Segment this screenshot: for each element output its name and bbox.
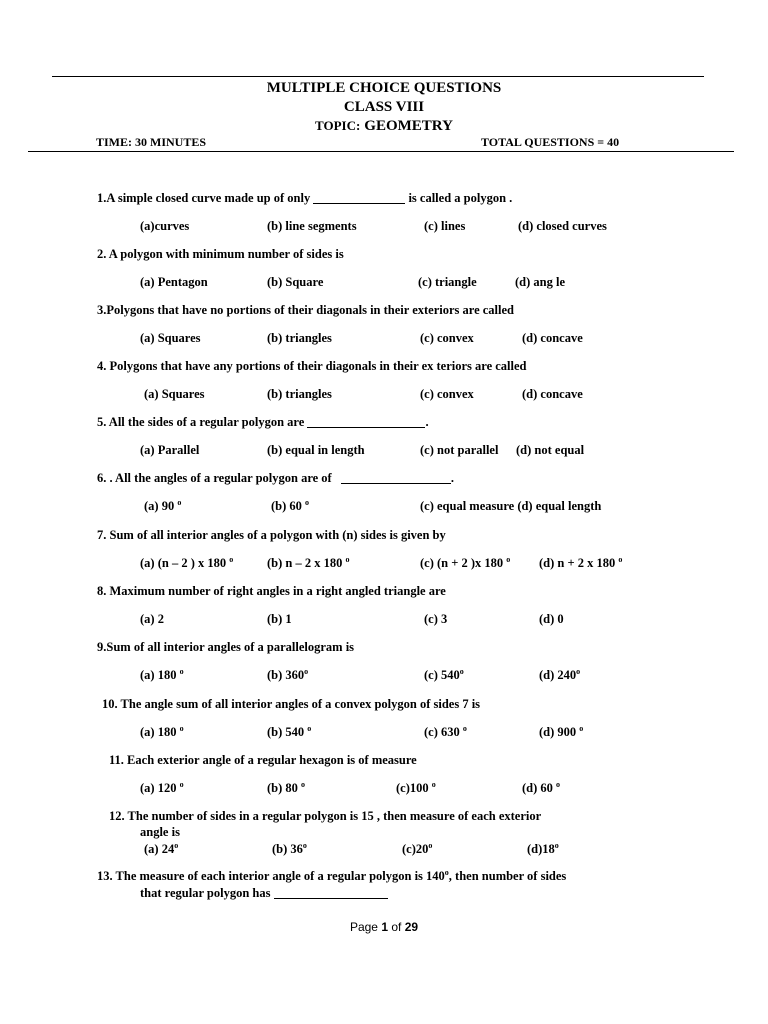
option-6b-text: (b) 60 bbox=[271, 499, 302, 513]
option-10d bbox=[539, 725, 583, 740]
option-1a: (a)curves bbox=[140, 219, 190, 233]
option-7a bbox=[140, 556, 233, 571]
page-word: Page bbox=[349, 920, 378, 934]
option-5b: (b) equal in length bbox=[267, 443, 365, 457]
answer-blank bbox=[274, 886, 388, 899]
question-10: 10. The angle sum of all interior angles of a convex polygon of sides 7 is bbox=[102, 697, 481, 711]
option-10b-text: (b) 540 bbox=[267, 725, 305, 739]
option-4a: (a) Squares bbox=[144, 387, 205, 401]
option-6a-text: (a) 90 bbox=[144, 499, 175, 513]
option-5c: (c) not parallel bbox=[420, 443, 499, 457]
option-10d-text: (d) 900 bbox=[539, 725, 577, 739]
question-4: 4. Polygons that have any portions of their diagonals in their ex teriors are called bbox=[97, 359, 527, 373]
option-3b: (b) triangles bbox=[267, 331, 332, 345]
option-2b: (b) Square bbox=[267, 275, 324, 289]
degree-sign: o bbox=[179, 724, 184, 733]
option-7d-text: (d) n + 2 x 180 bbox=[539, 556, 616, 570]
option-12d-text: (d)18 bbox=[527, 842, 555, 856]
degree-sign: o bbox=[345, 555, 350, 564]
question-7: 7. Sum of all interior angles of a polygon with (n) sides is given by bbox=[97, 528, 446, 542]
degree-sign: o bbox=[556, 780, 561, 789]
option-7b-text: (b) n – 2 x 180 bbox=[267, 556, 343, 570]
option-7c-text: (c) (n + 2 )x 180 bbox=[420, 556, 504, 570]
page-title: MULTIPLE CHOICE QUESTIONS bbox=[266, 80, 502, 96]
option-12a bbox=[144, 842, 178, 857]
option-2a: (a) Pentagon bbox=[140, 275, 208, 289]
question-8: 8. Maximum number of right angles in a right angled triangle are bbox=[97, 584, 446, 598]
option-8c: (c) 3 bbox=[424, 612, 448, 626]
option-3a: (a) Squares bbox=[140, 331, 201, 345]
degree-sign: o bbox=[444, 868, 449, 877]
option-12b-text: (b) 36 bbox=[272, 842, 303, 856]
degree-sign: o bbox=[304, 667, 309, 676]
question-11: 11. Each exterior angle of a regular hexagon is of measure bbox=[109, 753, 417, 767]
option-8b: (b) 1 bbox=[267, 612, 292, 626]
option-10b bbox=[267, 725, 311, 740]
topic-line bbox=[0, 117, 768, 135]
degree-sign: o bbox=[579, 724, 584, 733]
option-3c: (c) convex bbox=[420, 331, 474, 345]
question-13-text-continued: that regular polygon has bbox=[140, 886, 271, 900]
option-11c-text: (c)100 bbox=[396, 781, 429, 795]
option-9b-text: (b) 360 bbox=[267, 668, 305, 682]
option-8d: (d) 0 bbox=[539, 612, 564, 626]
option-6a bbox=[144, 499, 181, 514]
question-13 bbox=[97, 869, 566, 884]
option-1b: (b) line segments bbox=[267, 219, 357, 233]
question-2: 2. A polygon with minimum number of sides is bbox=[97, 247, 344, 261]
option-11a-text: (a) 120 bbox=[140, 781, 177, 795]
option-7b bbox=[267, 556, 349, 571]
option-4b: (b) triangles bbox=[267, 387, 332, 401]
question-9: 9.Sum of all interior angles of a parallelogram is bbox=[97, 640, 355, 654]
question-1-text: 1.A simple closed curve made up of only bbox=[97, 191, 311, 205]
option-9c bbox=[424, 668, 464, 683]
total-questions-label: TOTAL QUESTIONS = 40 bbox=[481, 135, 620, 149]
question-5-text: 5. All the sides of a regular polygon are bbox=[97, 415, 305, 429]
top-rule bbox=[52, 76, 704, 77]
degree-sign: o bbox=[229, 555, 234, 564]
option-12c bbox=[402, 842, 432, 857]
degree-sign: o bbox=[177, 498, 182, 507]
option-1c: (c) lines bbox=[424, 219, 466, 233]
degree-sign: o bbox=[305, 498, 310, 507]
degree-sign: o bbox=[459, 667, 464, 676]
degree-sign: o bbox=[179, 667, 184, 676]
total-pages: 29 bbox=[404, 920, 419, 934]
answer-blank bbox=[307, 415, 425, 428]
option-6b bbox=[271, 499, 309, 514]
option-7d bbox=[539, 556, 622, 571]
page-number: 1 bbox=[381, 920, 388, 934]
option-10a bbox=[140, 725, 184, 740]
option-9d bbox=[539, 668, 580, 683]
option-11d-text: (d) 60 bbox=[522, 781, 553, 795]
degree-sign: o bbox=[554, 841, 559, 850]
option-5d: (d) not equal bbox=[516, 443, 585, 457]
topic-label: TOPIC: bbox=[315, 118, 361, 133]
option-12a-text: (a) 24 bbox=[144, 842, 175, 856]
answer-blank bbox=[313, 191, 405, 204]
question-3: 3.Polygons that have no portions of their diagonals in their exteriors are called bbox=[97, 303, 515, 317]
option-9a-text: (a) 180 bbox=[140, 668, 177, 682]
option-9c-text: (c) 540 bbox=[424, 668, 460, 682]
degree-sign: o bbox=[301, 780, 306, 789]
question-6-text: 6. . All the angles of a regular polygon are of bbox=[97, 471, 332, 485]
topic-value: GEOMETRY bbox=[364, 118, 453, 134]
answer-blank bbox=[341, 471, 451, 484]
option-10c bbox=[424, 725, 467, 740]
option-8a: (a) 2 bbox=[140, 612, 164, 626]
degree-sign: o bbox=[618, 555, 623, 564]
option-12c-text: (c)20 bbox=[402, 842, 429, 856]
option-9b bbox=[267, 668, 308, 683]
option-12d bbox=[527, 842, 559, 857]
page-footer bbox=[0, 920, 768, 934]
question-12: 12. The number of sides in a regular polygon is 15 , then measure of each exterior bbox=[109, 809, 542, 823]
option-2d: (d) ang le bbox=[515, 275, 565, 289]
question-1-text-end: is called a polygon . bbox=[408, 191, 513, 205]
question-6: 6. . All the angles of a regular polygon are of . bbox=[97, 471, 454, 485]
option-9d-text: (d) 240 bbox=[539, 668, 577, 682]
question-13-text-end: , then number of sides bbox=[448, 869, 567, 883]
option-11d bbox=[522, 781, 560, 796]
option-11c bbox=[396, 781, 436, 796]
option-11a bbox=[140, 781, 184, 796]
question-1 bbox=[97, 191, 512, 206]
option-7a-text: (a) (n – 2 ) x 180 bbox=[140, 556, 227, 570]
degree-sign: o bbox=[302, 841, 307, 850]
option-1d: (d) closed curves bbox=[518, 219, 607, 233]
option-11b bbox=[267, 781, 305, 796]
degree-sign: o bbox=[576, 667, 581, 676]
option-2c: (c) triangle bbox=[418, 275, 477, 289]
option-4c: (c) convex bbox=[420, 387, 474, 401]
degree-sign: o bbox=[506, 555, 511, 564]
option-4d: (d) concave bbox=[522, 387, 583, 401]
question-5: 5. All the sides of a regular polygon are . bbox=[97, 415, 429, 429]
degree-sign: o bbox=[307, 724, 312, 733]
header-rule bbox=[28, 151, 734, 152]
option-10c-text: (c) 630 bbox=[424, 725, 460, 739]
question-13-continued bbox=[140, 886, 388, 901]
option-7c bbox=[420, 556, 510, 571]
degree-sign: o bbox=[428, 841, 433, 850]
degree-sign: o bbox=[462, 724, 467, 733]
time-label: TIME: 30 MINUTES bbox=[96, 135, 207, 149]
degree-sign: o bbox=[431, 780, 436, 789]
of-word: of bbox=[391, 920, 402, 934]
option-10a-text: (a) 180 bbox=[140, 725, 177, 739]
question-13-text: 13. The measure of each interior angle of a regular polygon is 140 bbox=[97, 869, 445, 883]
question-12-continued: angle is bbox=[140, 825, 180, 839]
option-11b-text: (b) 80 bbox=[267, 781, 298, 795]
option-3d: (d) concave bbox=[522, 331, 583, 345]
option-6c: (c) equal measure (d) equal length bbox=[420, 499, 602, 513]
option-5a: (a) Parallel bbox=[140, 443, 200, 457]
option-12b bbox=[272, 842, 307, 857]
class-label: CLASS VIII bbox=[343, 99, 425, 115]
degree-sign: o bbox=[179, 780, 184, 789]
option-9a bbox=[140, 668, 184, 683]
degree-sign: o bbox=[174, 841, 179, 850]
